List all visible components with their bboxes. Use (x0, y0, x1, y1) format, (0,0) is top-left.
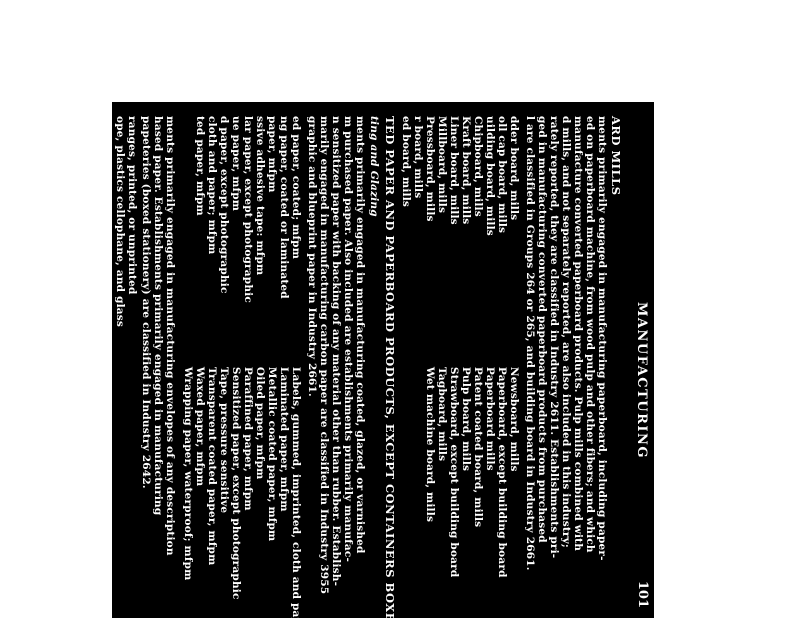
index-item: ssive adhesive tape: mfpm (254, 116, 266, 276)
index-item: Labels, gummed, imprinted, cloth and paper (290, 366, 302, 638)
index-item: Paraffined paper, mfpm (242, 366, 254, 511)
index-list (180, 116, 302, 638)
paragraph-line: d mills, and not separately reported, are also included in this industry; (560, 116, 572, 548)
section-heading: ARD MILLS (609, 116, 623, 196)
index-item: Liner board, mills (448, 116, 460, 225)
paragraph-line: graphic and blueprint paper in Industry 2661. (306, 116, 318, 397)
paragraph-line: marily engaged in manufacturing carbon paper are classified in Industry 3955 (318, 116, 330, 595)
paragraph-line: ments primarily engaged in manufacturing paperboard, including paper- (596, 116, 608, 561)
scanned-page (112, 102, 654, 638)
paragraph-line: ed on paperboard machine, from wood pulp and other fibers; and which (584, 116, 596, 553)
index-item: r board, mills (412, 116, 424, 199)
index-item: d paper, except photographic (218, 116, 230, 294)
index-item: paper, mfpm (266, 116, 278, 193)
index-item: Transparent coated paper, mfpm (206, 366, 218, 566)
paragraph-line: ged in manufacturing converted paperboard products from purchased (536, 116, 548, 543)
index-item: Metallic coated paper, mfpm (266, 366, 278, 542)
index-item: ted paper, mfpm (194, 116, 206, 216)
index-item: Paperboard mills (484, 366, 496, 471)
index-item: Pressboard, mills (424, 116, 436, 222)
index-item: dder board, mills (508, 116, 520, 221)
index-item: Chipboard, mills (472, 116, 484, 217)
index-item: ue paper, mfpm (230, 116, 242, 212)
index-item: ope, plastics cellophane, and glass (114, 116, 126, 328)
index-item: Tape, pressure sensitive (218, 366, 230, 514)
running-header: MANUFACTURING (634, 302, 649, 459)
index-item: ed paper, coated; mfpm (290, 116, 302, 260)
section-subheading: ting and Glazing (368, 116, 380, 217)
paragraph-line: ments primarily engaged in manufacturing envelopes of any description (164, 116, 176, 556)
paragraph-line: manufacture converted paperboard products. Pulp mills combined with (572, 116, 584, 552)
index-item: Millboard, mills (436, 116, 448, 214)
index-item: Tagboard, mills (436, 366, 448, 462)
index-column-right (424, 367, 520, 608)
paragraph-line: papeteries (boxed stationery) are classified in Industry 2642. (140, 116, 152, 489)
index-item: Paperboard, except building board (496, 366, 508, 578)
index-item: Waxed paper, mfpm (194, 366, 206, 487)
paragraph-line: l are classified in Groups 264 or 265, and building board in Industry 2661. (524, 116, 536, 571)
index-item: Newsboard, mills (508, 366, 520, 472)
paragraph-line: hased paper. Establishments primarily engaged in manufacturing (152, 116, 164, 516)
index-column-left (194, 116, 302, 357)
index-item: Oiled paper, mfpm (254, 366, 266, 480)
index-item: Kraft board, mills (460, 116, 472, 225)
index-item: ranges, printed, or unprinted (126, 116, 138, 295)
index-item: Sensitized paper, except photographic (230, 366, 242, 600)
index-item: Strawboard, except building board (448, 366, 460, 578)
index-item: oll cap board, mills (496, 116, 508, 234)
index-column-left (400, 116, 520, 357)
index-item: Pulp board, mills (460, 366, 472, 472)
index-item: uilding board, mills (484, 116, 496, 236)
paragraph-line: m purchased paper. Also included are establishments primarily manufac- (342, 116, 354, 563)
index-item: ed board, mills (400, 116, 412, 207)
index-item: Wet machine board, mills (424, 366, 436, 523)
section-heading: TED PAPER AND PAPERBOARD PRODUCTS, EXCEPT CONTAINERS BOXES (383, 116, 397, 631)
index-item: Wrapping paper, waterproof; mfpm (182, 366, 194, 581)
index-list (400, 116, 520, 608)
index-item: Laminated paper, mfpm (278, 366, 290, 512)
index-item: lar paper, except photographic (242, 116, 254, 303)
paragraph-line: ments primarily engaged in manufacturing coated, glazed, or varnished (354, 116, 366, 554)
paragraph-line: rately reported, they are classified in Industry 2611. Establishments pri- (548, 116, 560, 559)
index-item: cloth and paper; mfpm (206, 116, 218, 255)
paragraph-line: n sensitized paper with backing of any material other than rubber. Establish- (330, 116, 342, 587)
index-column-right (182, 366, 302, 638)
index-item: Patent coated board, mills (472, 366, 484, 528)
index-item: ng paper, coated or laminated (278, 116, 290, 299)
rotated-text-block (112, 102, 654, 638)
page-number: 101 (635, 580, 650, 608)
